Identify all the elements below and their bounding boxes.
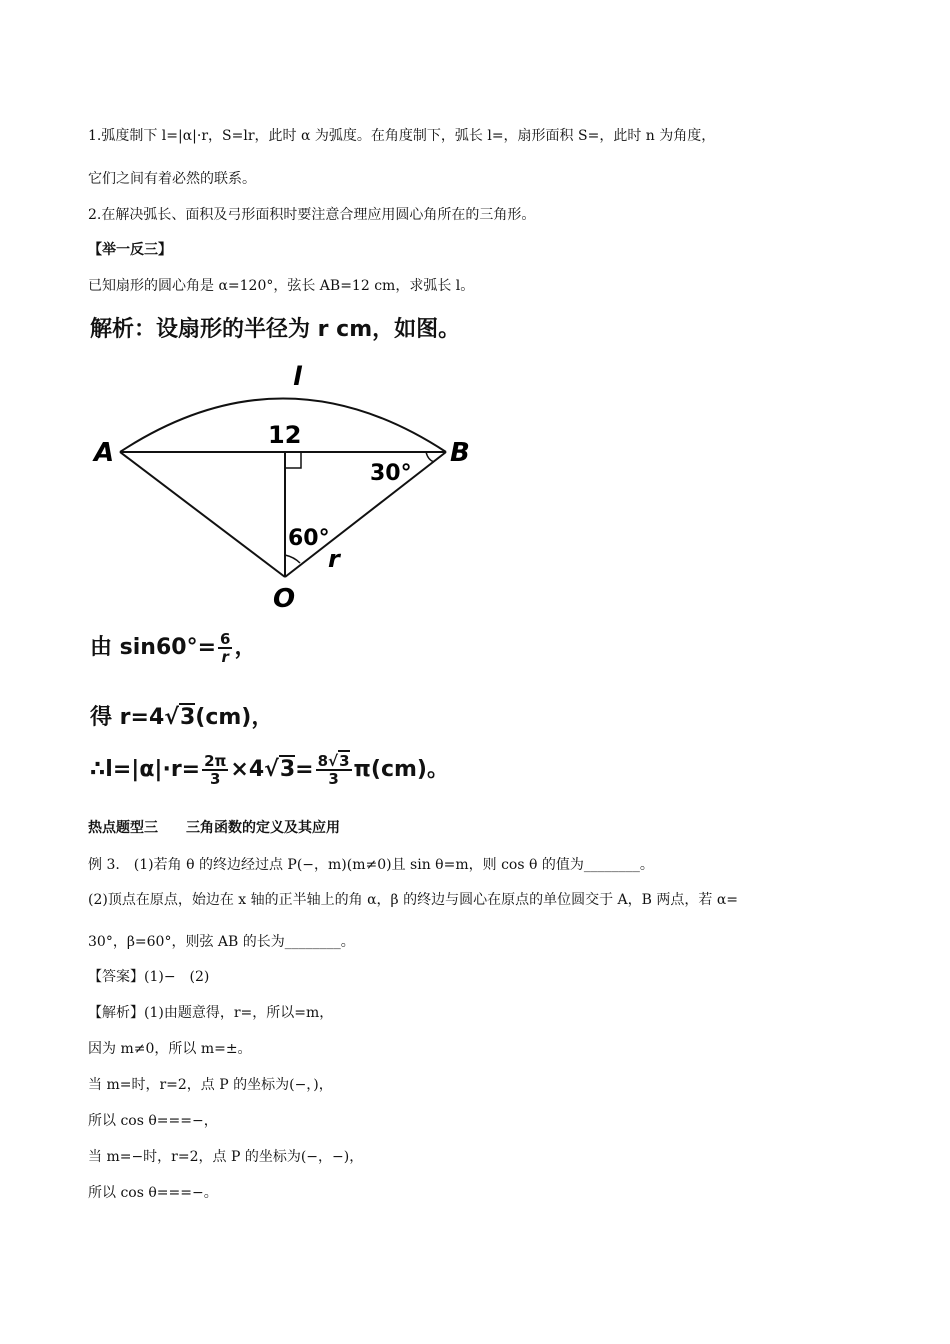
step3-f2-denominator: 3 (328, 770, 339, 788)
radius-oa (120, 452, 285, 577)
note-item-2: 2.在解决弧长、面积及弓形面积时要注意合理应用圆心角所在的三角形。 (88, 207, 536, 223)
step3-fraction-2 (316, 753, 352, 787)
step1-denominator: r (221, 648, 229, 666)
angle-o-mark (285, 555, 300, 563)
step3-f2-num-root: 3 (339, 752, 350, 770)
arc-label: l (293, 362, 302, 392)
point-a-label: A (94, 438, 115, 468)
step3-eq: = (295, 757, 314, 782)
analysis-line-2: 因为 m≠0，所以 m=±。 (88, 1041, 252, 1057)
point-b-label: B (450, 438, 470, 468)
step1-suffix: ， (234, 635, 257, 660)
example-part-1: 例 3. (1)若角 θ 的终边经过点 P(−，m)(m≠0)且 sin θ=m，则 cos θ 的值为________。 (88, 857, 654, 873)
right-angle-mark (285, 452, 301, 468)
step3-mid: ×4 (230, 757, 265, 782)
step3-prefix: ∴l=|α|·r= (90, 757, 201, 782)
section-title: 热点题型三 三角函数的定义及其应用 (88, 820, 340, 836)
example-part-2-cont: 30°，β=60°，则弦 AB 的长为________。 (88, 934, 355, 950)
solution-step-2: 得 r=4√3(cm)， (90, 705, 274, 730)
analysis-line-1: 【解析】(1)由题意得，r=，所以=m， (88, 1005, 334, 1021)
step3-suffix: π(cm)。 (353, 757, 449, 782)
solution-step-1 (90, 630, 256, 665)
practice-heading: 【举一反三】 (88, 242, 172, 258)
step3-f2-num-coef: 8 (317, 752, 329, 770)
angle-b-mark (426, 452, 434, 462)
step1-prefix: 由 sin60°= (90, 635, 217, 660)
solution-step-3: ∴l=|α|·r= $\frac{2\pi}{3}$ ×4√3= $\frac{8√3}{3}$ π(cm)。 (90, 752, 449, 788)
step3-fraction-1 (202, 753, 228, 787)
example-part-2: (2)顶点在原点，始边在 x 轴的正半轴上的角 α，β 的终边与圆心在原点的单位圆交于 A，B 两点，若 α= (88, 892, 739, 908)
radius-label: r (328, 545, 340, 573)
step2-root: 3 (179, 705, 196, 730)
step1-fraction (218, 631, 232, 665)
note-item-1-cont: 它们之间有着必然的联系。 (88, 171, 256, 187)
solution-intro: 解析：设扇形的半径为 r cm，如图。 (90, 317, 461, 342)
angle-o-label: 60° (288, 526, 330, 551)
step2-suffix: (cm)， (195, 705, 274, 730)
practice-question: 已知扇形的圆心角是 α=120°，弦长 AB=12 cm，求弧长 l。 (88, 278, 475, 294)
analysis-line-5: 当 m=−时，r=2，点 P 的坐标为(−，−)， (88, 1149, 364, 1165)
step1-numerator: 6 (220, 630, 231, 648)
step2-prefix: 得 r=4 (90, 705, 165, 730)
step3-f1-denominator: 3 (210, 770, 221, 788)
angle-b-label: 30° (370, 461, 412, 486)
radius-ob (285, 452, 446, 577)
note-item-1: 1.弧度制下 l=|α|·r，S=lr，此时 α 为弧度。在角度制下，弧长 l=，扇形面积 S=，此时 n 为角度， (88, 128, 716, 144)
step3-root: 3 (279, 757, 296, 782)
step3-f2-numerator: 8√3 (317, 752, 350, 770)
step3-f1-numerator: 2π (204, 752, 227, 770)
point-o-label: O (273, 584, 296, 614)
chord-label: 12 (268, 421, 302, 449)
analysis-line-6: 所以 cos θ===−。 (88, 1185, 218, 1201)
answer: 【答案】(1)− (2) (88, 969, 210, 985)
analysis-line-3: 当 m=时，r=2，点 P 的坐标为(−，)， (88, 1077, 333, 1093)
analysis-line-4: 所以 cos θ===−， (88, 1113, 218, 1129)
sector-diagram (88, 355, 488, 615)
